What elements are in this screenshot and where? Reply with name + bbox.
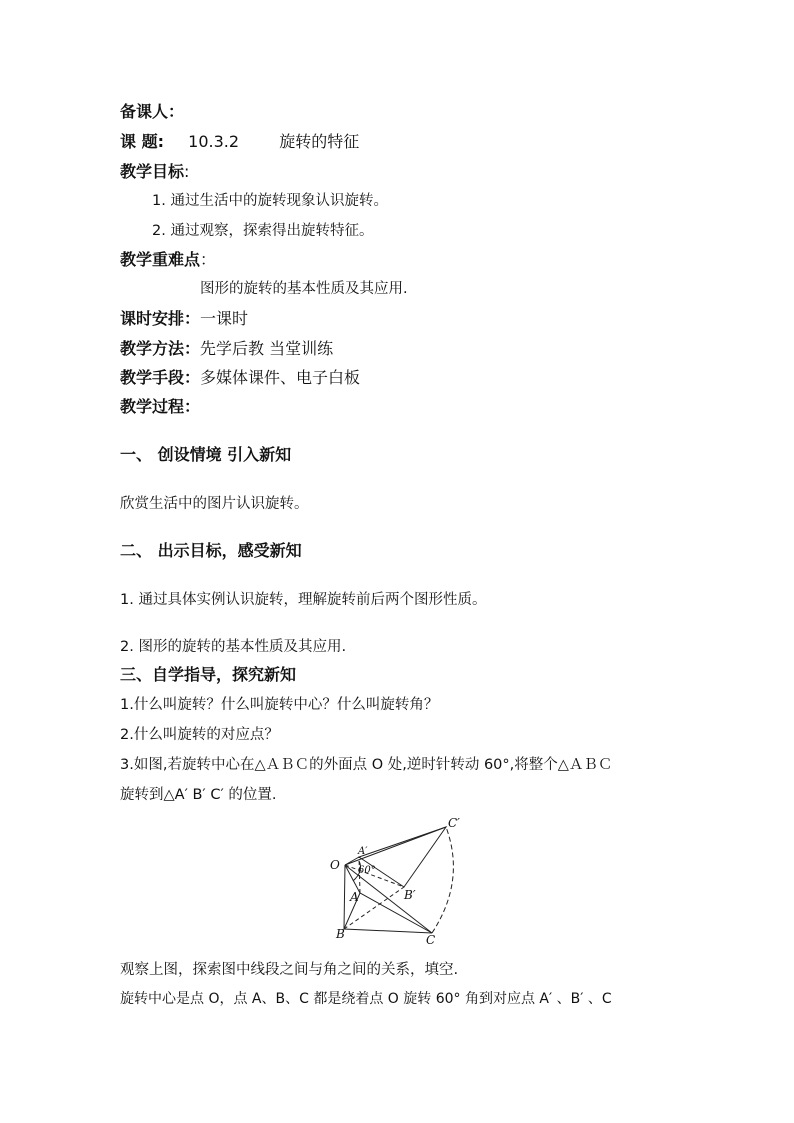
objectives-heading [120,161,189,183]
segment-ob [344,865,345,929]
topic-number: 10.3.2 [188,132,240,151]
point-label-b: B [336,927,345,941]
process-label: 教学过程： [120,397,201,416]
section-heading: 三、自学指导，探究新知 [120,665,297,684]
method-value: 先学后教 当堂训练 [200,339,334,358]
point-label-c: C [426,933,436,947]
objectives-colon: : [184,162,190,181]
topic-title: 旋转的特征 [279,132,360,151]
section-heading: 二、 出示目标，感受新知 [120,541,302,560]
triangle-a1b1c1 [359,827,446,887]
section-paragraph: 3.如图,若旋转中心在△ＡＢＣ的外面点 O 处,逆时针转动 60°,将整个△ＡＢＣ [120,757,613,773]
means-label: 教学手段： [120,368,201,387]
method-label: 教学方法： [120,339,201,358]
point-label-b1: B′ [404,888,416,902]
objectives-label: 教学目标 [120,162,185,181]
schedule-label: 课时安排： [120,309,201,328]
schedule-line [120,308,248,330]
key-points-heading [120,249,216,271]
key-points-colon: ： [200,250,217,269]
means-value: 多媒体课件、电子白板 [200,368,361,387]
after-figure-paragraph: 观察上图，探索图中线段之间与角之间的关系，填空. [120,962,459,978]
point-label-o: O [330,858,340,872]
schedule-value: 一课时 [200,309,249,328]
objective-item: 1. 通过生活中的旋转现象认识旋转。 [152,193,388,209]
method-line [120,338,333,360]
section-paragraph: 2. 图形的旋转的基本性质及其应用. [120,639,347,655]
rotation-figure [320,815,470,947]
section-paragraph: 欣赏生活中的图片认识旋转。 [120,496,309,512]
preparer-label: 备课人： [120,102,185,121]
objective-item: 2. 通过观察，探索得出旋转特征。 [152,223,374,239]
section-paragraph: 2.什么叫旋转的对应点？ [120,727,279,743]
point-label-a1: A′ [358,846,368,857]
topic-line [120,131,359,153]
section-paragraph: 1. 通过具体实例认识旋转，理解旋转前后两个图形性质。 [120,592,487,608]
section-paragraph: 1.什么叫旋转？什么叫旋转中心？什么叫旋转角？ [120,697,439,713]
key-points-text: 图形的旋转的基本性质及其应用. [200,281,408,297]
means-line [120,367,360,389]
section-paragraph: 旋转到△A′ B′ C′ 的位置. [120,787,277,803]
angle-label: 60° [358,865,376,876]
topic-label: 课 题: [120,132,164,151]
section-heading: 一、 创设情境 引入新知 [120,445,292,464]
after-figure-paragraph: 旋转中心是点 O，点 A、B、C 都是绕着点 O 旋转 60° 角到对应点 A′ 、B′ 、C [120,991,612,1007]
point-label-c1: C′ [448,816,460,830]
point-label-a: A [350,890,359,904]
key-points-label: 教学重难点 [120,250,201,269]
